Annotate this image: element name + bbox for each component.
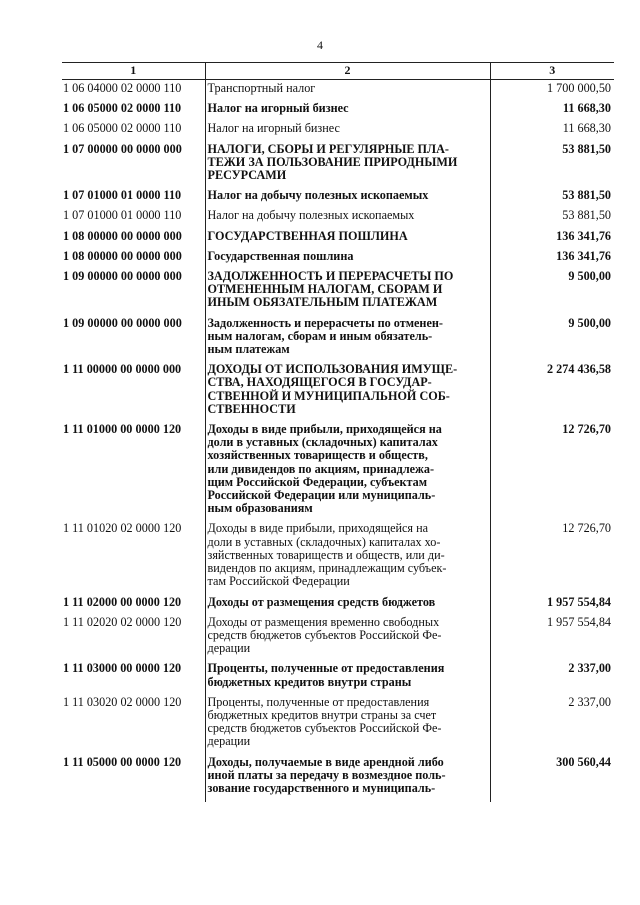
row-name: Налог на добычу полезных ископаемых <box>205 189 490 209</box>
row-name: Доходы от размещения временно свободных средств бюджетов субъектов Российской Фе- дерации <box>205 616 490 663</box>
row-code: 1 06 04000 02 0000 110 <box>63 81 182 95</box>
table-row <box>62 230 614 250</box>
table-row <box>62 522 614 595</box>
row-code: 1 11 05000 00 0000 120 <box>63 754 182 769</box>
row-amount: 11 668,30 <box>490 102 614 122</box>
row-amount: 2 337,00 <box>490 662 614 695</box>
row-amount: 1 957 554,84 <box>490 616 614 663</box>
table-row <box>62 270 614 317</box>
column-header-name: 2 <box>205 63 490 80</box>
row-code: 1 07 01000 01 0000 110 <box>63 188 182 203</box>
row-code: 1 07 00000 00 0000 000 <box>63 141 182 156</box>
row-code: 1 11 00000 00 0000 000 <box>63 362 182 377</box>
row-amount: 9 500,00 <box>490 270 614 317</box>
row-code: 1 11 01000 00 0000 120 <box>63 422 182 437</box>
table-row <box>62 209 614 229</box>
page-number: 4 <box>317 38 323 52</box>
row-amount: 12 726,70 <box>490 423 614 522</box>
row-name: Задолженность и перерасчеты по отменен- ным налогам, сборам и иным обязатель- ным платежам <box>205 317 490 364</box>
row-name: Проценты, полученные от предоставления бюджетных кредитов внутри страны за счет средств бюджетов субъектов Российской Фе- дерации <box>205 696 490 756</box>
table-row <box>62 143 614 190</box>
row-code: 1 11 02020 02 0000 120 <box>63 614 182 629</box>
table-row <box>62 662 614 695</box>
row-name: Государственная пошлина <box>205 250 490 270</box>
row-name: Проценты, полученные от предоставления бюджетных кредитов внутри страны <box>205 662 490 695</box>
row-name: Налог на игорный бизнес <box>205 122 490 142</box>
row-code: 1 07 01000 01 0000 110 <box>63 208 182 223</box>
column-header-code: 1 <box>62 63 205 80</box>
table-header-row <box>62 63 614 80</box>
row-code: 1 09 00000 00 0000 000 <box>63 315 182 330</box>
table-row <box>62 102 614 122</box>
column-header-amount: 3 <box>490 63 614 80</box>
row-code: 1 11 01020 02 0000 120 <box>63 521 182 536</box>
row-name: Налог на добычу полезных ископаемых <box>205 209 490 229</box>
table-row <box>62 423 614 522</box>
row-name: Доходы, получаемые в виде арендной либо иной платы за передачу в возмездное поль- зование государственного и муниципаль- <box>205 756 490 803</box>
row-amount: 1 700 000,50 <box>490 80 614 103</box>
table-row <box>62 189 614 209</box>
row-code: 1 11 03000 00 0000 120 <box>63 661 182 676</box>
row-code: 1 08 00000 00 0000 000 <box>63 248 182 263</box>
row-name: НАЛОГИ, СБОРЫ И РЕГУЛЯРНЫЕ ПЛА- ТЕЖИ ЗА ПОЛЬЗОВАНИЕ ПРИРОДНЫМИ РЕСУРСАМИ <box>205 143 490 190</box>
row-amount: 136 341,76 <box>490 230 614 250</box>
table-row <box>62 80 614 103</box>
row-name: Доходы в виде прибыли, приходящейся на доли в уставных (складочных) капиталах хо- зяйственных товариществ и обществ, или ди- видендов по акциям, принадлежащим субъек- там Российской Федерации <box>205 522 490 595</box>
row-amount: 9 500,00 <box>490 317 614 364</box>
row-amount: 136 341,76 <box>490 250 614 270</box>
row-name: Доходы в виде прибыли, приходящейся на доли в уставных (складочных) капиталах хозяйственных товариществ и обществ, или дивидендов по акциям, принадлежа- щим Российской Федерации, субъектам Российской Федерации или муниципаль- ным образованиям <box>205 423 490 522</box>
table-row <box>62 122 614 142</box>
row-amount: 53 881,50 <box>490 143 614 190</box>
table-row <box>62 696 614 756</box>
row-code: 1 08 00000 00 0000 000 <box>63 228 182 243</box>
table-row <box>62 250 614 270</box>
row-amount: 300 560,44 <box>490 756 614 803</box>
table-row <box>62 616 614 663</box>
row-amount: 1 957 554,84 <box>490 596 614 616</box>
row-amount: 53 881,50 <box>490 189 614 209</box>
row-amount: 2 337,00 <box>490 696 614 756</box>
row-amount: 11 668,30 <box>490 122 614 142</box>
row-code: 1 11 02000 00 0000 120 <box>63 594 182 609</box>
table-row <box>62 317 614 364</box>
row-code: 1 06 05000 02 0000 110 <box>63 121 182 136</box>
table-row <box>62 756 614 803</box>
row-name: ЗАДОЛЖЕННОСТЬ И ПЕРЕРАСЧЕТЫ ПО ОТМЕНЕННЫМ НАЛОГАМ, СБОРАМ И ИНЫМ ОБЯЗАТЕЛЬНЫМ ПЛАТЕЖАМ <box>205 270 490 317</box>
row-code: 1 09 00000 00 0000 000 <box>63 269 182 284</box>
row-amount: 53 881,50 <box>490 209 614 229</box>
table-row <box>62 596 614 616</box>
row-name: Налог на игорный бизнес <box>205 102 490 122</box>
row-name: Транспортный налог <box>205 80 490 103</box>
revenue-table <box>62 62 614 802</box>
row-code: 1 11 03020 02 0000 120 <box>63 694 182 709</box>
row-name: ГОСУДАРСТВЕННАЯ ПОШЛИНА <box>205 230 490 250</box>
row-name: ДОХОДЫ ОТ ИСПОЛЬЗОВАНИЯ ИМУЩЕ- СТВА, НАХОДЯЩЕГОСЯ В ГОСУДАР- СТВЕННОЙ И МУНИЦИПАЛЬНОЙ СОБ- СТВЕННОСТИ <box>205 363 490 423</box>
row-code: 1 06 05000 02 0000 110 <box>63 101 182 116</box>
table-row <box>62 363 614 423</box>
row-name: Доходы от размещения средств бюджетов <box>205 596 490 616</box>
row-amount: 12 726,70 <box>490 522 614 595</box>
row-amount: 2 274 436,58 <box>490 363 614 423</box>
